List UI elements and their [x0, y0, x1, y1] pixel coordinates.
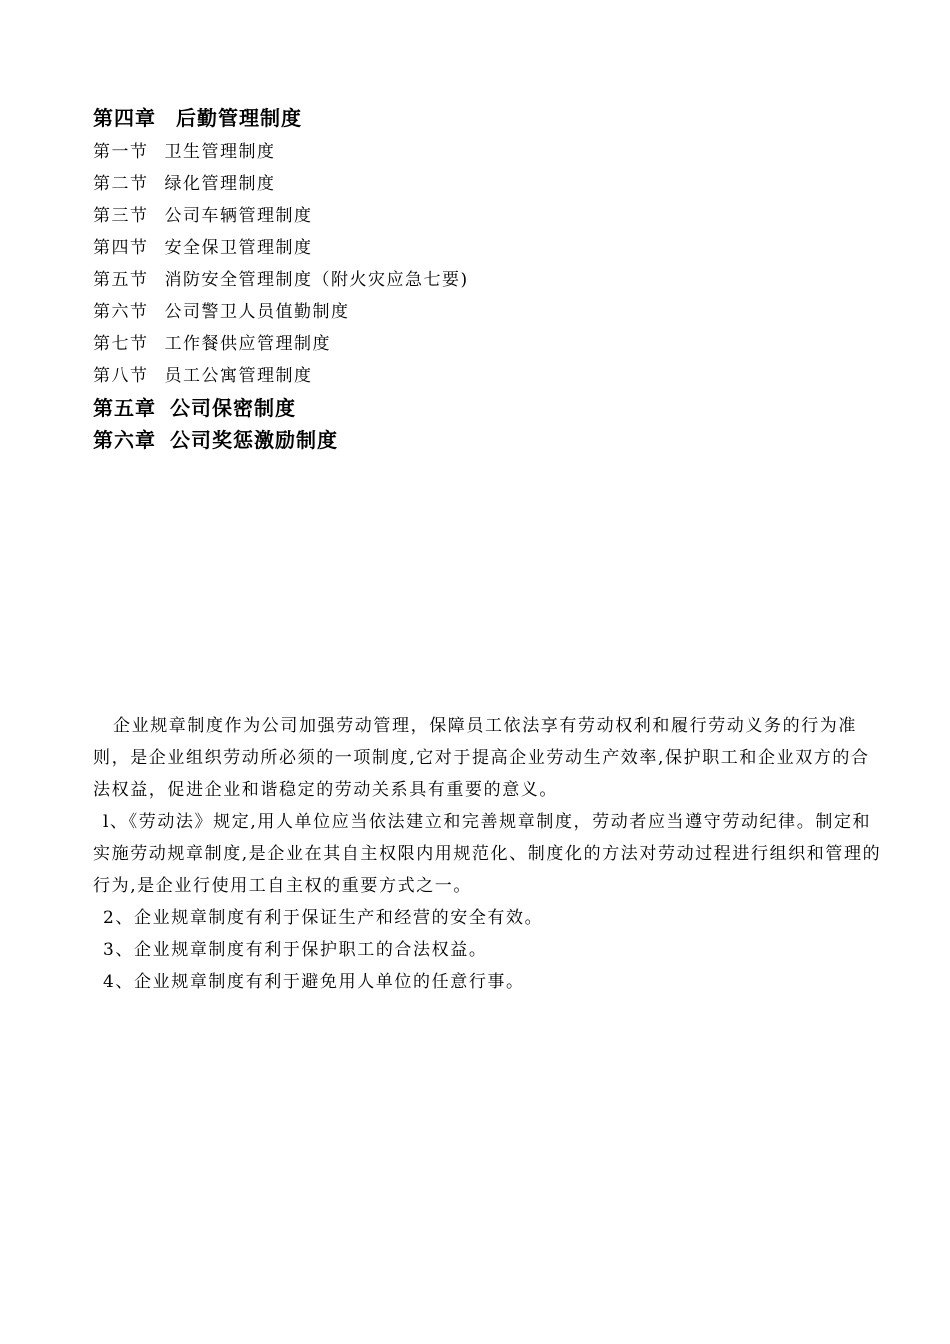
toc-section-3	[93, 200, 873, 232]
section-title: 消防安全管理制度（附火灾应急七要)	[164, 270, 469, 290]
toc-section-8	[93, 360, 873, 392]
chapter-6-heading	[93, 424, 873, 456]
chapter-number: 第五章	[93, 396, 156, 420]
toc-section-6	[93, 296, 873, 328]
section-number: 第三节	[93, 206, 149, 226]
list-item: 2、企业规章制度有利于保证生产和经营的安全有效。	[103, 908, 544, 928]
section-title: 员工公寓管理制度	[164, 366, 313, 386]
table-of-contents	[93, 104, 873, 456]
toc-section-2	[93, 168, 873, 200]
chapter-title: 公司保密制度	[170, 396, 296, 420]
section-number: 第八节	[93, 366, 149, 386]
section-number: 第二节	[93, 174, 149, 194]
toc-section-1	[93, 136, 873, 168]
section-title: 安全保卫管理制度	[164, 238, 313, 258]
section-number: 第七节	[93, 334, 149, 354]
section-title: 工作餐供应管理制度	[164, 334, 331, 354]
section-number: 第四节	[93, 238, 149, 258]
toc-section-7	[93, 328, 873, 360]
chapter-5-heading	[93, 392, 873, 424]
intro-paragraph: 企业规章制度作为公司加强劳动管理，保障员工依法享有劳动权利和履行劳动义务的行为准则，是企业组织劳动所必须的一项制度,它对于提高企业劳动生产效率,保护职工和企业双方的合法权益，促进企业和谐稳定的劳动关系具有重要的意义。	[93, 716, 870, 800]
toc-section-5	[93, 264, 873, 296]
chapter-4-heading	[93, 104, 873, 132]
list-item: l、《劳动法》规定,用人单位应当依法建立和完善规章制度，劳动者应当遵守劳动纪律。制定和实施劳动规章制度,是企业在其自主权限内用规范化、制度化的方法对劳动过程进行组织和管理的行为,是企业行使用工自主权的重要方式之一。	[93, 812, 882, 896]
body-text	[93, 710, 883, 998]
toc-section-4	[93, 232, 873, 264]
chapter-number: 第六章	[93, 428, 156, 452]
section-number: 第一节	[93, 142, 149, 162]
list-item: 4、企业规章制度有利于避免用人单位的任意行事。	[103, 972, 525, 992]
section-title: 卫生管理制度	[164, 142, 276, 162]
section-number: 第六节	[93, 302, 149, 322]
list-item: 3、企业规章制度有利于保护职工的合法权益。	[103, 940, 488, 960]
section-title: 绿化管理制度	[164, 174, 276, 194]
chapter-number: 第四章	[93, 106, 156, 130]
section-number: 第五节	[93, 270, 149, 290]
chapter-title: 后勤管理制度	[176, 106, 302, 130]
section-title: 公司警卫人员值勤制度	[164, 302, 350, 322]
section-title: 公司车辆管理制度	[164, 206, 313, 226]
chapter-title: 公司奖惩激励制度	[170, 428, 338, 452]
